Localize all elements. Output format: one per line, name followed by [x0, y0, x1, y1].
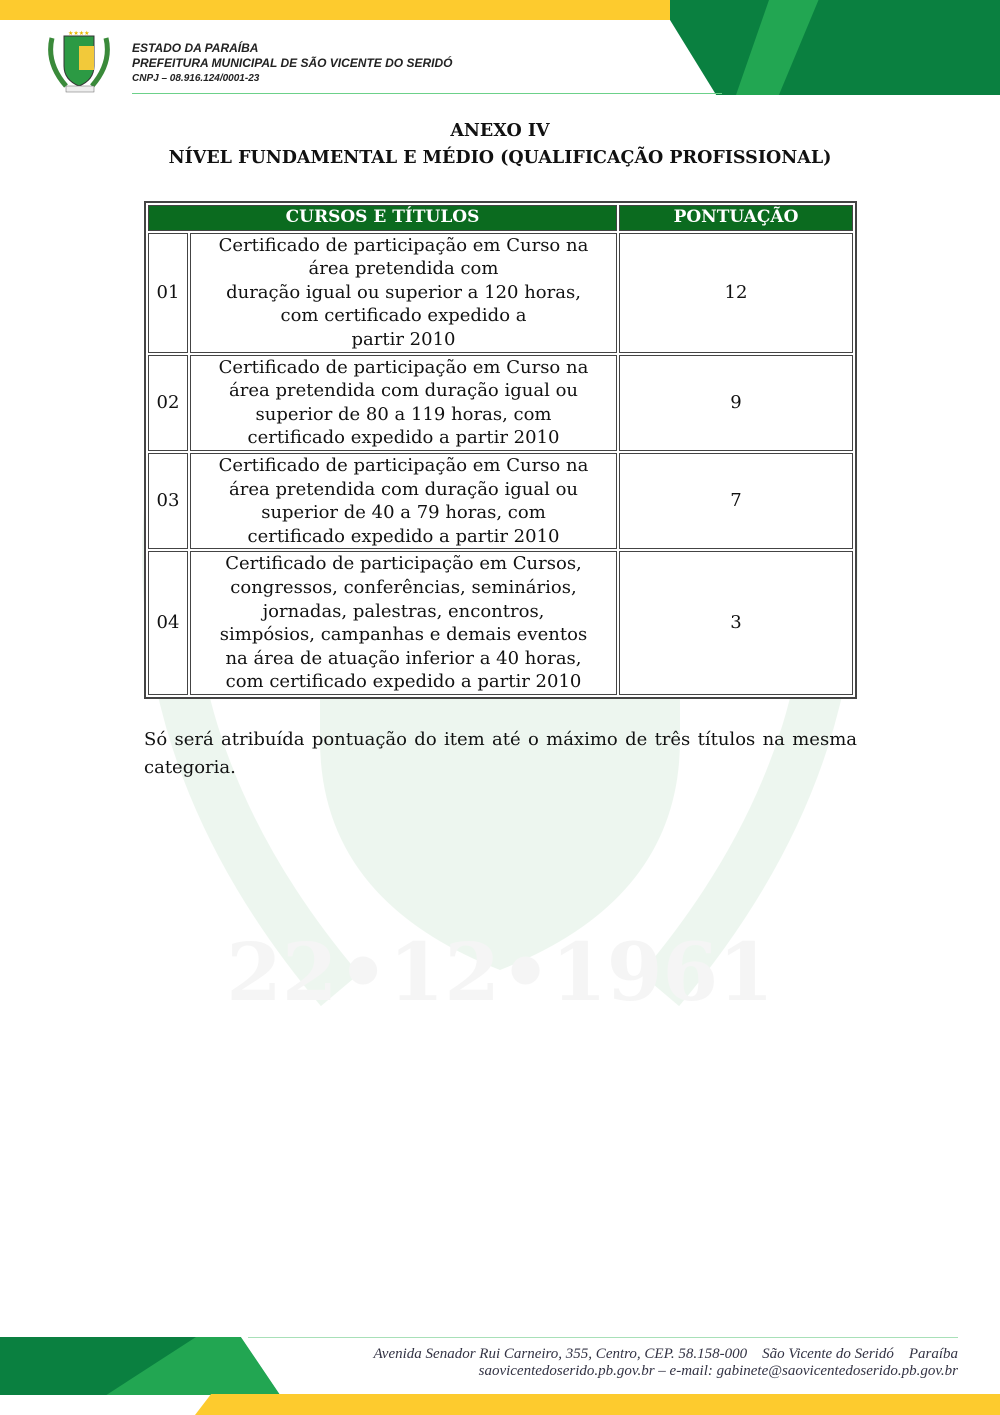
row-number: 01 [148, 233, 188, 353]
description-line: área pretendida com duração igual ou [229, 380, 578, 402]
footer-address: Avenida Senador Rui Carneiro, 355, Centro, CEP. 58.158-000 São Vicente do Seridó Paraíba [373, 1346, 958, 1362]
table-row [148, 355, 853, 451]
footer-text [373, 1346, 958, 1380]
scoring-table [144, 201, 857, 699]
row-points: 12 [619, 233, 853, 353]
row-number: 02 [148, 355, 188, 451]
table-row [148, 551, 853, 695]
row-number: 04 [148, 551, 188, 695]
description-line: área pretendida com [308, 258, 499, 280]
header-green-shape [670, 0, 1000, 95]
header-courses: CURSOS E TÍTULOS [148, 205, 617, 231]
description-line: área pretendida com duração igual ou [229, 478, 578, 500]
header-text [132, 41, 452, 86]
description-line: Certificado de participação em Curso na [218, 356, 589, 378]
description-line: superior de 40 a 79 horas, com [261, 502, 546, 524]
annex-subtitle: NÍVEL FUNDAMENTAL E MÉDIO (QUALIFICAÇÃO PROFISSIONAL) [168, 148, 832, 168]
header-points: PONTUAÇÃO [619, 205, 853, 231]
description-line: duração igual ou superior a 120 horas, [226, 281, 581, 303]
row-number: 03 [148, 453, 188, 549]
footer-contact: saovicentedoserido.pb.gov.br – e-mail: gabinete@saovicentedoserido.pb.gov.br [478, 1363, 958, 1379]
annex-title: ANEXO IV [450, 121, 550, 141]
note-text: Só será atribuída pontuação do item até o máximo de três títulos na mesma categoria. [144, 729, 857, 778]
row-points: 3 [619, 551, 853, 695]
svg-text:★★★★: ★★★★ [68, 30, 90, 37]
row-description [190, 355, 617, 451]
description-line: simpósios, campanhas e demais eventos [219, 624, 588, 646]
prefecture-name: PREFEITURA MUNICIPAL DE SÃO VICENTE DO SERIDÓ [132, 56, 453, 70]
row-description [190, 233, 617, 353]
description-line: superior de 80 a 119 horas, com [255, 403, 552, 425]
description-line: Certificado de participação em Curso na [218, 454, 589, 476]
description-line: congressos, conferências, seminários, [230, 576, 577, 598]
footer-divider [248, 1337, 958, 1338]
row-description [190, 453, 617, 549]
description-line: com certificado expedido a partir 2010 [225, 671, 582, 693]
description-line: com certificado expedido a [280, 305, 527, 327]
watermark-date: 22•12•1961 [226, 925, 774, 1019]
footer-yellow-bar [195, 1394, 1000, 1415]
cnpj: CNPJ – 08.916.124/0001-23 [132, 73, 260, 84]
state-name: ESTADO DA PARAÍBA [132, 41, 259, 55]
description-line: partir 2010 [351, 328, 456, 350]
municipal-crest-logo [44, 28, 116, 94]
row-points: 9 [619, 355, 853, 451]
table-row [148, 233, 853, 353]
table-header-row [148, 205, 853, 231]
description-line: na área de atuação inferior a 40 horas, [225, 647, 582, 669]
description-line: certificado expedido a partir 2010 [247, 427, 560, 449]
description-line: certificado expedido a partir 2010 [247, 525, 560, 547]
row-points: 7 [619, 453, 853, 549]
description-line: jornadas, palestras, encontros, [262, 600, 545, 622]
table-row [148, 453, 853, 549]
header-divider [132, 93, 722, 94]
description-line: Certificado de participação em Curso na [218, 234, 589, 256]
description-line: Certificado de participação em Cursos, [225, 553, 582, 575]
row-description [190, 551, 617, 695]
